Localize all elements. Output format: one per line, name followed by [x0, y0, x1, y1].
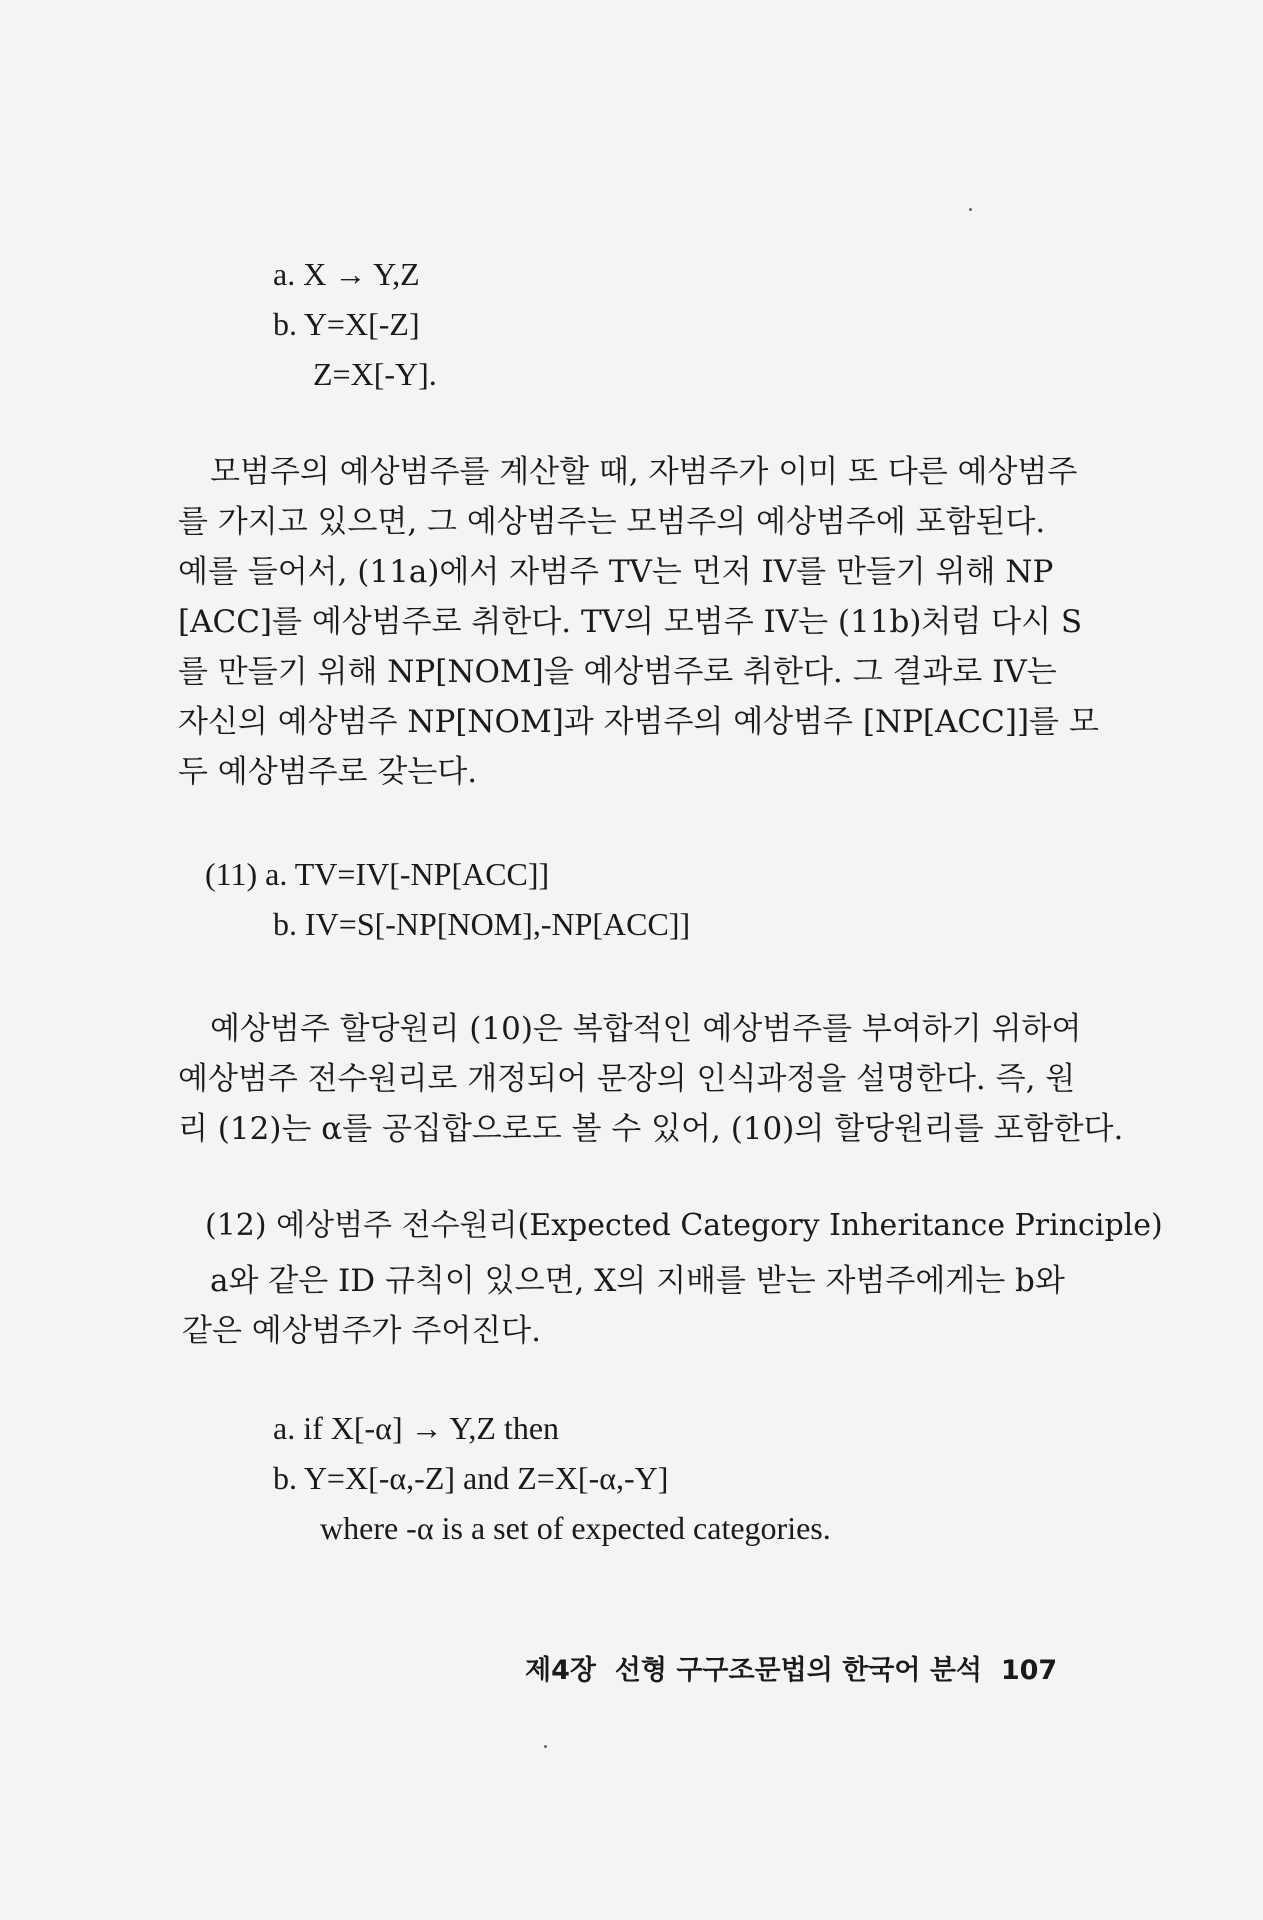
paragraph-line: 를 가지고 있으면, 그 예상범주는 모범주의 예상범주에 포함된다. [178, 504, 1046, 540]
formula-2-line-b: b. Y=X[-α,-Z] and Z=X[-α,-Y] [273, 1460, 669, 1496]
example-12-body [182, 1256, 1065, 1356]
formula-line-a: a. X → Y,Z [273, 256, 420, 292]
paragraph-line: 를 만들기 위해 NP[NOM]을 예상범주로 취한다. 그 결과로 IV는 [178, 654, 1057, 690]
paragraph-line: 모범주의 예상범주를 계산할 때, 자범주가 이미 또 다른 예상범주 [210, 454, 1078, 490]
paragraph-line: 두 예상범주로 갖는다. [178, 754, 478, 790]
paragraph-line: 예상범주 할당원리 (10)은 복합적인 예상범주를 부여하기 위하여 [210, 1011, 1082, 1047]
paragraph-1 [178, 447, 1099, 797]
formula-2-line-a: a. if X[-α] → Y,Z then [273, 1410, 560, 1446]
scan-speck [969, 208, 972, 211]
formula-line-c: Z=X[-Y]. [313, 356, 437, 392]
formula-2-line-c: where -α is a set of expected categories. [320, 1510, 831, 1546]
formula-line-b: b. Y=X[-Z] [273, 306, 420, 342]
example-11-line-b: b. IV=S[-NP[NOM],-NP[ACC]] [273, 906, 691, 942]
paragraph-line: 예상범주 전수원리로 개정되어 문장의 인식과정을 설명한다. 즉, 원 [178, 1061, 1076, 1097]
paragraph-line: 같은 예상범주가 주어진다. [182, 1313, 541, 1349]
page-footer: 제4장 선형 구구조문법의 한국어 분석 107 [525, 1655, 1058, 1686]
paragraph-line: 자신의 예상범주 NP[NOM]과 자범주의 예상범주 [NP[ACC]]를 모 [178, 704, 1099, 740]
paragraph-line: a와 같은 ID 규칙이 있으면, X의 지배를 받는 자범주에게는 b와 [210, 1263, 1065, 1299]
example-11-line-a: (11) a. TV=IV[-NP[ACC]] [205, 856, 550, 892]
example-12-title: (12) 예상범주 전수원리(Expected Category Inheritance Principle) [205, 1208, 1163, 1243]
paragraph-line: 예를 들어서, (11a)에서 자범주 TV는 먼저 IV를 만들기 위해 NP [178, 554, 1054, 590]
paragraph-line: 리 (12)는 α를 공집합으로도 볼 수 있어, (10)의 할당원리를 포함한다. [178, 1111, 1124, 1147]
scan-speck [544, 1745, 547, 1748]
paragraph-2 [178, 1004, 1124, 1154]
paragraph-line: [ACC]를 예상범주로 취한다. TV의 모범주 IV는 (11b)처럼 다시 S [178, 604, 1083, 640]
